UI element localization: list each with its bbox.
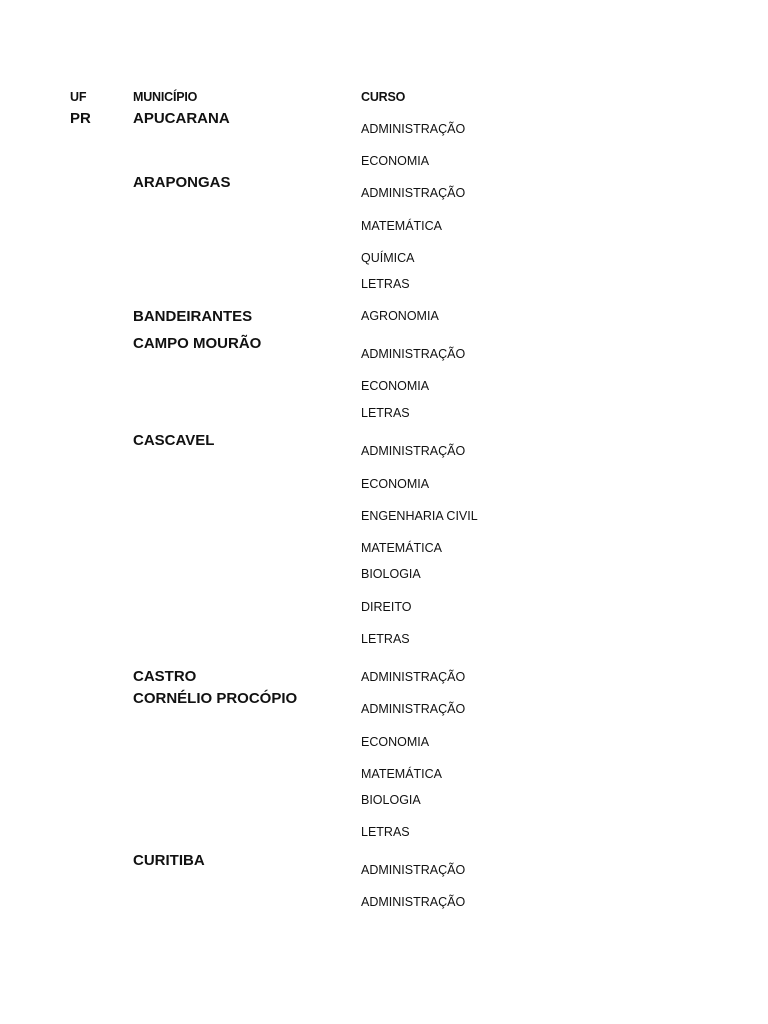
curso-item: ADMINISTRAÇÃO [361, 347, 466, 361]
municipio-name: APUCARANA [133, 110, 230, 127]
curso-item: BIOLOGIA [361, 567, 421, 581]
curso-item: MATEMÁTICA [361, 767, 443, 781]
curso-item: LETRAS [361, 632, 410, 646]
curso-item: ADMINISTRAÇÃO [361, 122, 466, 136]
municipio-name: CORNÉLIO PROCÓPIO [133, 690, 298, 707]
curso-item: DIREITO [361, 600, 412, 614]
curso-item: ADMINISTRAÇÃO [361, 186, 466, 200]
header-municipio: MUNICÍPIO [133, 90, 198, 104]
curso-item: BIOLOGIA [361, 793, 421, 807]
curso-item: ADMINISTRAÇÃO [361, 444, 466, 458]
municipio-name: CAMPO MOURÃO [133, 335, 262, 352]
curso-item: ECONOMIA [361, 154, 430, 168]
header-uf: UF [70, 90, 87, 104]
curso-item: ADMINISTRAÇÃO [361, 895, 466, 909]
curso-item: MATEMÁTICA [361, 219, 443, 233]
municipio-name: CASTRO [133, 668, 197, 685]
curso-item: MATEMÁTICA [361, 541, 443, 555]
curso-item: ADMINISTRAÇÃO [361, 670, 466, 684]
curso-item: ECONOMIA [361, 477, 430, 491]
curso-item: ECONOMIA [361, 379, 430, 393]
municipio-name: ARAPONGAS [133, 174, 231, 191]
curso-item: QUÍMICA [361, 251, 415, 265]
curso-item: ENGENHARIA CIVIL [361, 509, 478, 523]
curso-item: ADMINISTRAÇÃO [361, 702, 466, 716]
header-curso: CURSO [361, 90, 406, 104]
municipio-name: BANDEIRANTES [133, 308, 253, 325]
curso-item: LETRAS [361, 406, 410, 420]
curso-item: ECONOMIA [361, 735, 430, 749]
municipio-name: CURITIBA [133, 852, 205, 869]
municipio-name: CASCAVEL [133, 432, 215, 449]
uf-value: PR [70, 110, 91, 127]
curso-item: AGRONOMIA [361, 309, 439, 323]
curso-item: LETRAS [361, 825, 410, 839]
curso-item: LETRAS [361, 277, 410, 291]
curso-item: ADMINISTRAÇÃO [361, 863, 466, 877]
